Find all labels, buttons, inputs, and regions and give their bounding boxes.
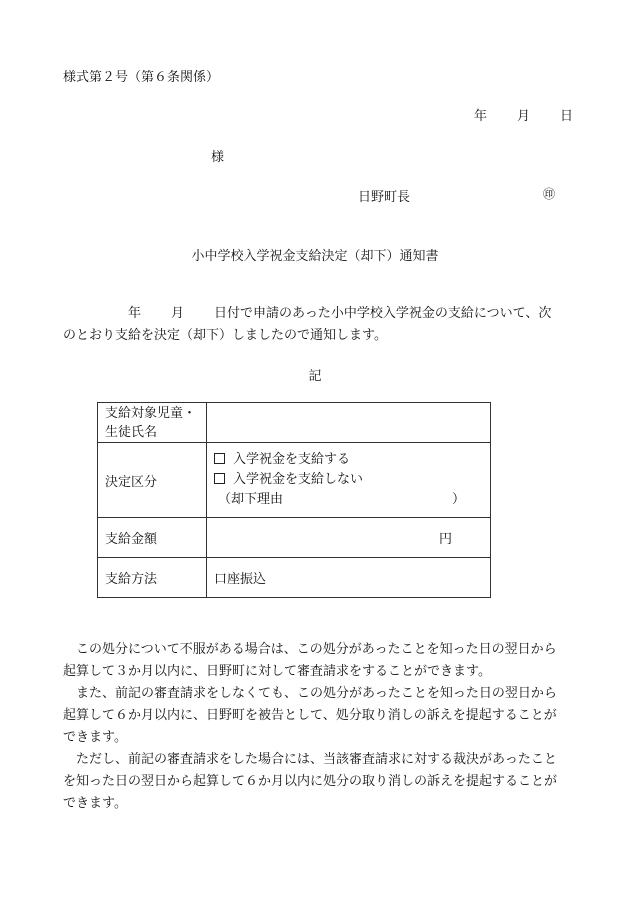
checkbox-pay[interactable] xyxy=(214,453,225,464)
date-day-unit: 日 xyxy=(560,109,574,124)
addressee: 様 xyxy=(211,150,225,165)
issue-date xyxy=(474,105,573,124)
option-not-pay[interactable]: 入学祝金を支給しない xyxy=(214,470,483,490)
amount-value[interactable] xyxy=(207,518,491,558)
seal-mark: ㊞ xyxy=(543,187,556,201)
intro-paragraph xyxy=(63,303,568,347)
reason-open: （却下理由 xyxy=(218,492,284,507)
document-title: 小中学校入学祝金支給決定（却下）通知書 xyxy=(191,249,439,264)
date-year-unit: 年 xyxy=(474,109,488,124)
notice-paragraph-2: また、前記の審査請求をしなくても、この処分があったことを知った日の翌日から起算して６か月以内に、日野町を被告として、処分取り消しの訴えを提起することができます。 xyxy=(63,686,557,745)
amount-label: 支給金額 xyxy=(98,518,207,558)
decision-label: 決定区分 xyxy=(98,443,207,518)
details-table xyxy=(97,402,491,598)
ki-heading: 記 xyxy=(308,369,322,384)
notice-paragraph-1: この処分について不服がある場合は、この処分があったことを知った日の翌日から起算して３か月以内に、日野町に対して審査請求をすることができます。 xyxy=(63,642,557,679)
option-pay[interactable]: 入学祝金を支給する xyxy=(214,450,483,470)
form-number: 様式第２号（第６条関係） xyxy=(63,70,220,85)
intro-line2: のとおり支給を決定（却下）しましたので通知します。 xyxy=(63,328,387,343)
intro-month-unit: 月 xyxy=(171,306,185,321)
method-label: 支給方法 xyxy=(98,558,207,598)
recipient-label: 支給対象児童・ 生徒氏名 xyxy=(98,403,207,443)
intro-year-unit: 年 xyxy=(128,306,142,321)
table-row-method xyxy=(98,558,491,598)
decision-options xyxy=(207,443,491,518)
sender-title: 日野町長 xyxy=(358,190,411,205)
notice-paragraph-3: ただし、前記の審査請求をした場合には、当該審査請求に対する裁決があったことを知った日の翌日から起算して６か月以内に処分の取り消しの訴えを提起することができます。 xyxy=(63,752,558,811)
recipient-value[interactable] xyxy=(207,403,491,443)
table-row-amount xyxy=(98,518,491,558)
rejection-reason[interactable] xyxy=(214,490,483,510)
checkbox-not-pay[interactable] xyxy=(214,473,225,484)
intro-line1: 日付で申請のあった小中学校入学祝金の支給について、次 xyxy=(214,306,552,321)
appeal-notice xyxy=(63,639,569,815)
date-month-unit: 月 xyxy=(517,109,531,124)
table-row-recipient xyxy=(98,403,491,443)
table-row-decision xyxy=(98,443,491,518)
yen-unit: 円 xyxy=(438,532,452,547)
method-value: 口座振込 xyxy=(207,558,491,598)
reason-close: ） xyxy=(451,492,465,507)
